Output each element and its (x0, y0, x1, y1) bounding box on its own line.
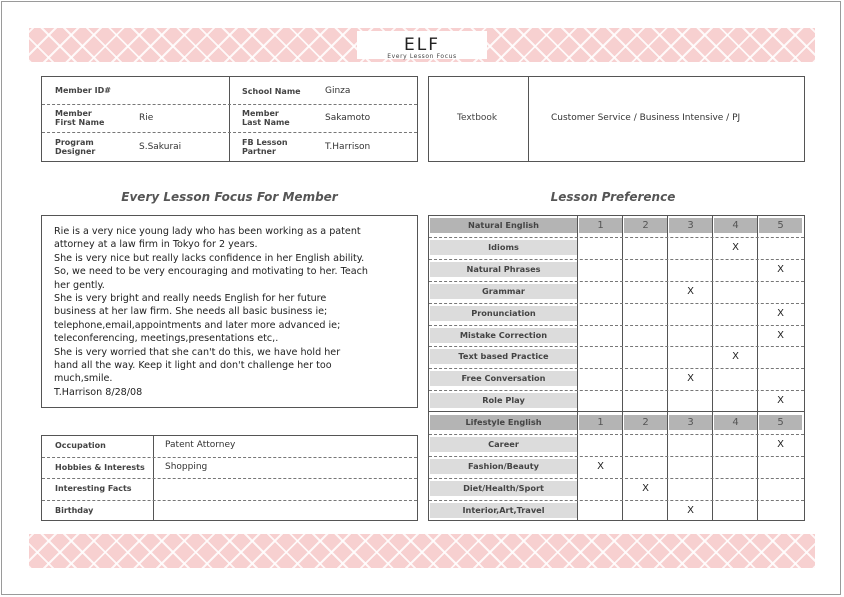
partner-label-line2: Partner (242, 147, 276, 156)
preference-scale-number: 4 (714, 218, 757, 233)
preference-item-label: Interior,Art,Travel (430, 503, 577, 518)
preference-rating-mark: X (777, 439, 784, 450)
preference-scale-number: 3 (669, 415, 712, 430)
preference-rating-mark: X (777, 264, 784, 275)
focus-note-line: teleconferencing, meetings,presentations etc,. (54, 333, 279, 345)
member-table-rule (42, 132, 417, 133)
logo-subtitle: Every Lesson Focus (387, 53, 457, 60)
preference-rating-mark: X (687, 373, 694, 384)
member-table-divider (229, 76, 230, 162)
preference-item-label: Fashion/Beauty (430, 459, 577, 474)
designer-value: S.Sakurai (139, 142, 182, 152)
preference-row-rule (429, 456, 804, 457)
partner-label-line1: FB Lesson (242, 138, 288, 147)
preference-scale-number: 5 (759, 415, 802, 430)
preference-row-rule (429, 346, 804, 347)
logo-title: ELF (404, 35, 440, 55)
first-name-value: Rie (139, 113, 154, 123)
first-name-label-line1: Member (55, 109, 92, 118)
school-name-value: Ginza (325, 86, 351, 96)
school-name-label: School Name (242, 87, 301, 96)
preference-item-label: Free Conversation (430, 371, 577, 386)
preference-scale-number: 1 (579, 415, 622, 430)
preference-group-title: Natural English (430, 218, 577, 233)
focus-note-line: T.Harrison 8/28/08 (54, 386, 143, 398)
preference-rating-mark: X (777, 308, 784, 319)
preference-row-rule (429, 368, 804, 369)
footer-decor-band (29, 534, 815, 568)
preference-row-rule (429, 303, 804, 304)
preference-item-label: Grammar (430, 284, 577, 299)
profile-row-rule (42, 500, 417, 501)
focus-note-line: business at her law firm. She needs all basic business ie; (54, 306, 328, 318)
focus-note-line: She is very nice but really lacks confidence in her English ability. (54, 252, 365, 264)
designer-label-line1: Program (55, 138, 94, 147)
preference-item-label: Career (430, 437, 577, 452)
preference-group-rule (429, 411, 804, 412)
preference-row-rule (429, 478, 804, 479)
profile-row-value: Shopping (165, 462, 208, 472)
focus-note-line: much,smile. (54, 373, 113, 385)
preference-scale-number: 5 (759, 218, 802, 233)
partner-value: T.Harrison (325, 142, 371, 152)
focus-note-line: So, we need to be very encouraging and motivating to her. Teach (54, 266, 368, 278)
member-table-rule (42, 104, 417, 105)
textbook-table-divider (528, 76, 529, 162)
focus-note-line: She is very bright and really needs English for her future (54, 293, 327, 305)
member-id-label: Member ID# (55, 86, 111, 95)
preference-scale-number: 3 (669, 218, 712, 233)
focus-note-line: her gently. (54, 279, 105, 291)
textbook-value: Customer Service / Business Intensive / PJ (551, 113, 741, 123)
preference-rating-mark: X (597, 461, 604, 472)
profile-row-rule (42, 457, 417, 458)
preference-item-label: Text based Practice (430, 349, 577, 364)
profile-row-label: Birthday (55, 506, 94, 515)
focus-note-line: Rie is a very nice young lady who has been working as a patent (54, 226, 361, 237)
preference-row-rule (429, 434, 804, 435)
profile-row-label: Interesting Facts (55, 484, 132, 493)
textbook-label: Textbook (457, 113, 498, 123)
preference-heading: Lesson Preference (550, 190, 676, 204)
preference-rating-mark: X (732, 242, 739, 253)
focus-note-line: She is very worried that she can't do this, we have hold her (54, 346, 341, 358)
preference-scale-number: 2 (624, 415, 667, 430)
preference-rating-mark: X (732, 351, 739, 362)
profile-row-label: Hobbies & Interests (55, 463, 145, 472)
last-name-label-line2: Last Name (242, 118, 290, 127)
preference-item-label: Pronunciation (430, 306, 577, 321)
focus-note-line: hand all the way. Keep it light and don't challenge her too (54, 360, 332, 372)
preference-scale-number: 4 (714, 415, 757, 430)
preference-item-label: Natural Phrases (430, 262, 577, 277)
preference-row-rule (429, 281, 804, 282)
preference-scale-number: 1 (579, 218, 622, 233)
preference-row-rule (429, 390, 804, 391)
profile-row-label: Occupation (55, 441, 106, 450)
last-name-value: Sakamoto (325, 113, 371, 123)
preference-item-label: Mistake Correction (430, 328, 577, 343)
last-name-label-line1: Member (242, 109, 279, 118)
preference-item-label: Idioms (430, 240, 577, 255)
focus-notes-text (54, 225, 404, 399)
preference-rating-mark: X (777, 395, 784, 406)
preference-item-label: Diet/Health/Sport (430, 481, 577, 496)
profile-row-value: Patent Attorney (165, 440, 236, 450)
preference-group-title: Lifestyle English (430, 415, 577, 430)
focus-note-line: attorney at a law firm in Tokyo for 2 years. (54, 239, 258, 251)
preference-item-label: Role Play (430, 393, 577, 408)
profile-row-rule (42, 478, 417, 479)
preference-row-rule (429, 259, 804, 260)
preference-row-rule (429, 325, 804, 326)
preference-rating-mark: X (687, 286, 694, 297)
first-name-label-line2: First Name (55, 118, 105, 127)
preference-rating-mark: X (777, 330, 784, 341)
preference-rating-mark: X (687, 505, 694, 516)
preference-row-rule (429, 237, 804, 238)
preference-scale-number: 2 (624, 218, 667, 233)
focus-heading: Every Lesson Focus For Member (121, 190, 338, 204)
focus-note-line: telephone,email,appointments and later more advanced ie; (54, 319, 341, 331)
designer-label-line2: Designer (55, 147, 96, 156)
preference-row-rule (429, 500, 804, 501)
preference-rating-mark: X (642, 483, 649, 494)
